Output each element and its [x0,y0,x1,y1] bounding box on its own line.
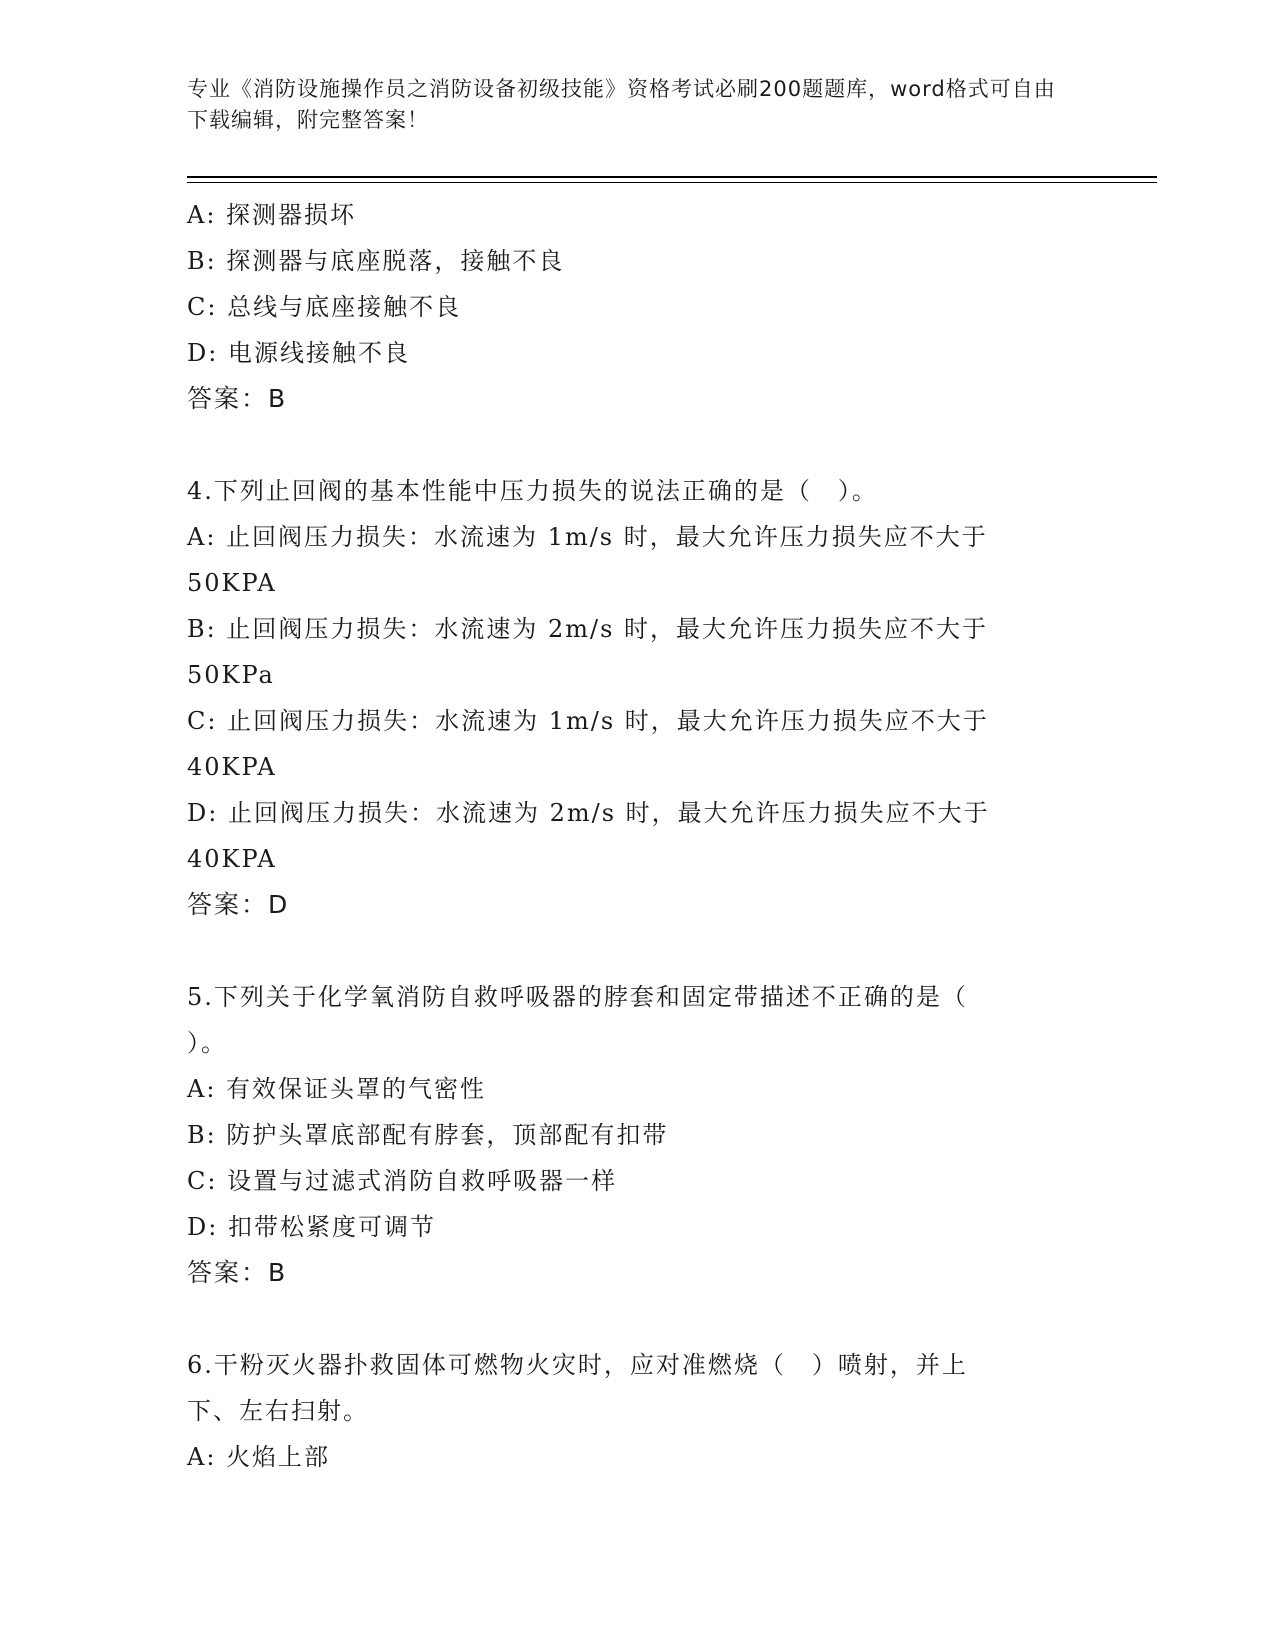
option-c: C: 设置与过滤式消防自救呼吸器一样 [187,1167,618,1195]
spacer [187,928,1067,974]
header-rule-thin [187,182,1157,183]
option-c-continued: 40KPA [187,753,277,781]
question-3-answer: 答案：B [187,384,288,413]
option-c: C: 止回阀压力损失：水流速为 1m/s 时，最大允许压力损失应不大于 [187,707,989,735]
option-a-continued: 50KPA [187,569,277,597]
question-6-text-continued: 下、左右扫射。 [187,1397,369,1425]
option-b: B: 探测器与底座脱落，接触不良 [187,247,565,275]
option-d-continued: 40KPA [187,845,277,873]
spacer [187,1296,1067,1342]
option-c: C: 总线与底座接触不良 [187,293,462,321]
question-6-text: 6.干粉灭火器扑救固体可燃物火灾时，应对准燃烧（ ）喷射，并上 [187,1351,968,1379]
option-d: D: 止回阀压力损失：水流速为 2m/s 时，最大允许压力损失应不大于 [187,799,990,827]
option-b: B: 止回阀压力损失：水流速为 2m/s 时，最大允许压力损失应不大于 [187,615,989,643]
question-5-answer: 答案：B [187,1258,288,1287]
option-d: D: 电源线接触不良 [187,339,410,367]
option-b-continued: 50KPa [187,661,275,689]
option-a: A: 止回阀压力损失：水流速为 1m/s 时，最大允许压力损失应不大于 [187,523,988,551]
question-4-answer: 答案：D [187,890,290,919]
spacer [187,422,1067,468]
header-rule-thick [187,176,1157,178]
document-body [187,192,1067,1480]
question-5-text: 5.下列关于化学氧消防自救呼吸器的脖套和固定带描述不正确的是（ [187,983,968,1011]
option-a: A: 有效保证头罩的气密性 [187,1075,487,1103]
document-header: 专业《消防设施操作员之消防设备初级技能》资格考试必刷200题题库，word格式可自由下载编辑，附完整答案！ [187,77,1056,132]
question-5-text-continued: ）。 [187,1029,227,1057]
option-b: B: 防护头罩底部配有脖套，顶部配有扣带 [187,1121,669,1149]
option-d: D: 扣带松紧度可调节 [187,1213,436,1241]
option-a: A: 火焰上部 [187,1443,331,1471]
question-3-options [187,192,1067,376]
question-4-text: 4.下列止回阀的基本性能中压力损失的说法正确的是（ ）。 [187,477,878,505]
option-a: A: 探测器损坏 [187,201,357,229]
